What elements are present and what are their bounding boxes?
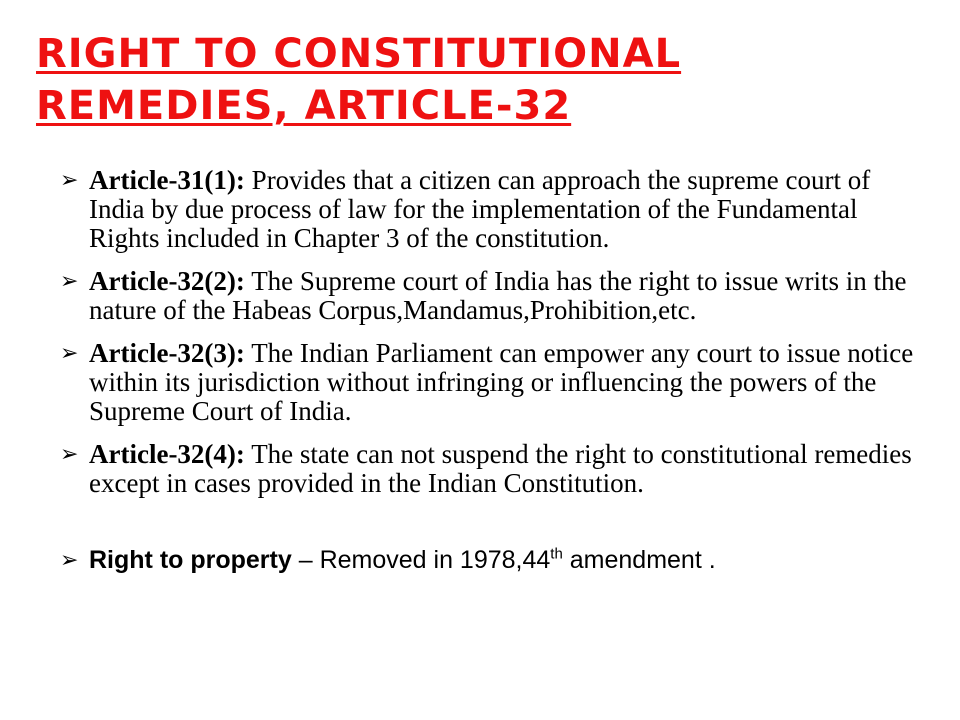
bullet-text: The Indian Parliament can empower any court to issue notice within its jurisdiction without infringing or influencing the powers of the Supreme Court of India. [89, 338, 914, 426]
bullet-list [60, 166, 920, 589]
bullet-label: Article-31(1): [89, 165, 245, 195]
bullet-label: Right to property [89, 546, 292, 574]
bullet-text: The Supreme court of India has the right to issue writs in the nature of the Habeas Corpus,Mandamus,Prohibition,etc. [89, 266, 907, 325]
ordinal-superscript: th [550, 545, 563, 563]
bullet-article-32-2 [60, 267, 920, 325]
bullet-text-end: amendment . [569, 546, 716, 574]
bullet-text: Provides that a citizen can approach the supreme court of India by due process of law for the implementation of the Fundamental Rights included in Chapter 3 of the constitution. [89, 165, 871, 253]
arrowhead-bullet-icon: ➢ [60, 548, 79, 573]
bullet-right-to-property [60, 546, 920, 575]
bullet-label: Article-32(4): [89, 439, 245, 469]
bullet-article-31-1 [60, 166, 920, 253]
bullet-label: Article-32(2): [89, 266, 245, 296]
arrowhead-bullet-icon: ➢ [60, 341, 79, 366]
arrowhead-bullet-icon: ➢ [60, 168, 79, 193]
bullet-text: – Removed in 1978,44 [298, 546, 551, 574]
arrowhead-bullet-icon: ➢ [60, 442, 79, 467]
bullet-article-32-3 [60, 339, 920, 426]
arrowhead-bullet-icon: ➢ [60, 269, 79, 294]
slide-title: RIGHT TO CONSTITUTIONAL REMEDIES, ARTICLE-32 [36, 31, 682, 129]
bullet-label: Article-32(3): [89, 338, 245, 368]
bullet-text: The state can not suspend the right to constitutional remedies except in cases provided in the Indian Constitution. [89, 439, 912, 498]
bullet-article-32-4 [60, 440, 920, 498]
